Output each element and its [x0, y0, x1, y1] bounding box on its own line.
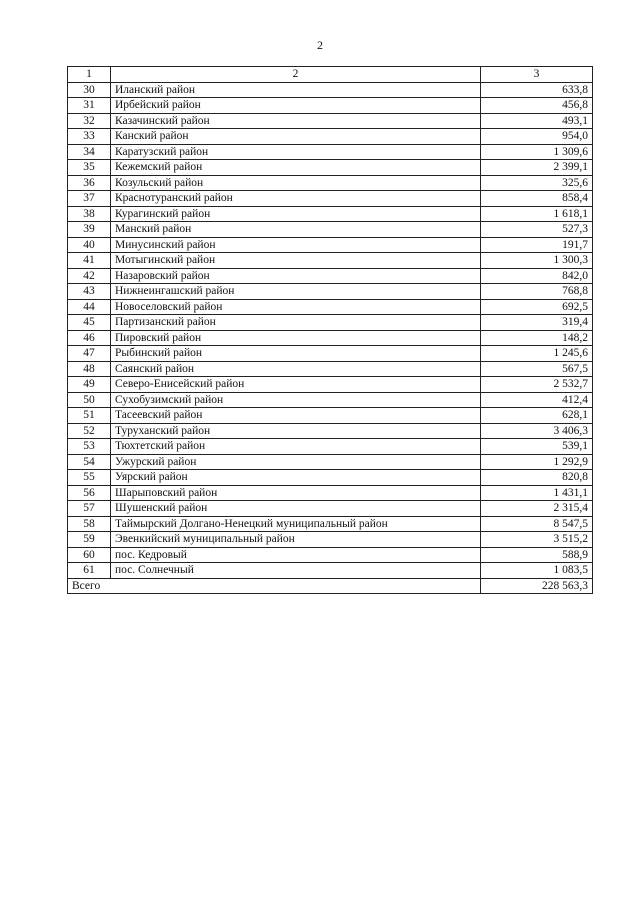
row-district-name: Каратузский район — [111, 144, 481, 160]
table-row — [68, 516, 593, 532]
row-district-name: Иланский район — [111, 82, 481, 98]
row-number: 42 — [68, 268, 111, 284]
table-row — [68, 191, 593, 207]
row-district-name: Краснотуранский район — [111, 191, 481, 207]
row-number: 53 — [68, 439, 111, 455]
row-value: 456,8 — [481, 98, 593, 114]
row-value: 692,5 — [481, 299, 593, 315]
row-number: 49 — [68, 377, 111, 393]
row-value: 3 515,2 — [481, 532, 593, 548]
row-number: 34 — [68, 144, 111, 160]
row-number: 35 — [68, 160, 111, 176]
row-value: 539,1 — [481, 439, 593, 455]
header-column-3: 3 — [481, 67, 593, 83]
row-district-name: Кежемский район — [111, 160, 481, 176]
row-number: 56 — [68, 485, 111, 501]
table-row — [68, 175, 593, 191]
row-district-name: Нижнеингашский район — [111, 284, 481, 300]
row-district-name: Новоселовский район — [111, 299, 481, 315]
row-number: 37 — [68, 191, 111, 207]
row-value: 2 315,4 — [481, 501, 593, 517]
row-value: 633,8 — [481, 82, 593, 98]
row-value: 567,5 — [481, 361, 593, 377]
row-district-name: Эвенкийский муниципальный район — [111, 532, 481, 548]
row-number: 57 — [68, 501, 111, 517]
table-row — [68, 547, 593, 563]
row-district-name: Манский район — [111, 222, 481, 238]
row-district-name: Тюхтетский район — [111, 439, 481, 455]
row-value: 768,8 — [481, 284, 593, 300]
table-row — [68, 346, 593, 362]
row-number: 44 — [68, 299, 111, 315]
total-value: 228 563,3 — [481, 578, 593, 594]
table-row — [68, 485, 593, 501]
row-value: 191,7 — [481, 237, 593, 253]
table-row — [68, 82, 593, 98]
row-number: 50 — [68, 392, 111, 408]
row-number: 54 — [68, 454, 111, 470]
row-value: 2 532,7 — [481, 377, 593, 393]
row-number: 46 — [68, 330, 111, 346]
row-number: 52 — [68, 423, 111, 439]
row-district-name: Мотыгинский район — [111, 253, 481, 269]
table-row — [68, 423, 593, 439]
table-row — [68, 377, 593, 393]
row-value: 412,4 — [481, 392, 593, 408]
table-row — [68, 532, 593, 548]
row-value: 820,8 — [481, 470, 593, 486]
table-row — [68, 439, 593, 455]
row-value: 1 618,1 — [481, 206, 593, 222]
row-district-name: Ужурский район — [111, 454, 481, 470]
table-row — [68, 284, 593, 300]
table-row — [68, 470, 593, 486]
row-value: 1 431,1 — [481, 485, 593, 501]
row-district-name: Ирбейский район — [111, 98, 481, 114]
table-row — [68, 299, 593, 315]
row-value: 3 406,3 — [481, 423, 593, 439]
row-value: 1 309,6 — [481, 144, 593, 160]
row-number: 33 — [68, 129, 111, 145]
row-district-name: Канский район — [111, 129, 481, 145]
row-district-name: Минусинский район — [111, 237, 481, 253]
row-district-name: пос. Кедровый — [111, 547, 481, 563]
row-value: 628,1 — [481, 408, 593, 424]
table-row — [68, 454, 593, 470]
row-number: 55 — [68, 470, 111, 486]
row-value: 1 292,9 — [481, 454, 593, 470]
row-value: 1 083,5 — [481, 563, 593, 579]
row-district-name: Курагинский район — [111, 206, 481, 222]
row-district-name: Уярский район — [111, 470, 481, 486]
row-number: 51 — [68, 408, 111, 424]
table-header — [68, 67, 593, 83]
row-district-name: Казачинский район — [111, 113, 481, 129]
table-row — [68, 501, 593, 517]
row-district-name: Назаровский район — [111, 268, 481, 284]
table-row — [68, 268, 593, 284]
header-column-2: 2 — [111, 67, 481, 83]
row-value: 954,0 — [481, 129, 593, 145]
districts-table — [67, 66, 593, 594]
row-value: 148,2 — [481, 330, 593, 346]
table-row — [68, 315, 593, 331]
total-label: Всего — [68, 578, 481, 594]
table-row — [68, 563, 593, 579]
row-district-name: Саянский район — [111, 361, 481, 377]
row-value: 493,1 — [481, 113, 593, 129]
row-number: 43 — [68, 284, 111, 300]
table-row — [68, 408, 593, 424]
row-value: 319,4 — [481, 315, 593, 331]
total-row — [68, 578, 593, 594]
table-row — [68, 129, 593, 145]
row-number: 60 — [68, 547, 111, 563]
table-row — [68, 253, 593, 269]
table-row — [68, 144, 593, 160]
row-value: 842,0 — [481, 268, 593, 284]
row-number: 30 — [68, 82, 111, 98]
row-number: 59 — [68, 532, 111, 548]
row-number: 48 — [68, 361, 111, 377]
table-row — [68, 98, 593, 114]
row-number: 41 — [68, 253, 111, 269]
row-number: 58 — [68, 516, 111, 532]
row-number: 40 — [68, 237, 111, 253]
row-number: 47 — [68, 346, 111, 362]
row-district-name: Таймырский Долгано-Ненецкий муниципальный район — [111, 516, 481, 532]
table-header-row — [68, 67, 593, 83]
row-district-name: Пировский район — [111, 330, 481, 346]
row-number: 32 — [68, 113, 111, 129]
row-number: 61 — [68, 563, 111, 579]
table-row — [68, 113, 593, 129]
row-value: 2 399,1 — [481, 160, 593, 176]
table-footer — [68, 578, 593, 594]
row-district-name: Сухобузимский район — [111, 392, 481, 408]
row-value: 858,4 — [481, 191, 593, 207]
row-district-name: Тасеевский район — [111, 408, 481, 424]
table-row — [68, 237, 593, 253]
row-number: 39 — [68, 222, 111, 238]
table-row — [68, 392, 593, 408]
row-district-name: Рыбинский район — [111, 346, 481, 362]
table-row — [68, 206, 593, 222]
row-number: 31 — [68, 98, 111, 114]
row-district-name: Северо-Енисейский район — [111, 377, 481, 393]
row-value: 1 300,3 — [481, 253, 593, 269]
row-district-name: Шарыповский район — [111, 485, 481, 501]
row-district-name: Козульский район — [111, 175, 481, 191]
row-number: 36 — [68, 175, 111, 191]
row-district-name: Партизанский район — [111, 315, 481, 331]
table-row — [68, 160, 593, 176]
row-value: 527,3 — [481, 222, 593, 238]
table-row — [68, 222, 593, 238]
header-column-1: 1 — [68, 67, 111, 83]
row-district-name: Туруханский район — [111, 423, 481, 439]
row-value: 325,6 — [481, 175, 593, 191]
page-number: 2 — [317, 38, 323, 52]
row-number: 38 — [68, 206, 111, 222]
table-row — [68, 361, 593, 377]
row-district-name: Шушенский район — [111, 501, 481, 517]
table-body — [68, 82, 593, 578]
row-value: 588,9 — [481, 547, 593, 563]
table-row — [68, 330, 593, 346]
row-number: 45 — [68, 315, 111, 331]
row-district-name: пос. Солнечный — [111, 563, 481, 579]
row-value: 8 547,5 — [481, 516, 593, 532]
row-value: 1 245,6 — [481, 346, 593, 362]
